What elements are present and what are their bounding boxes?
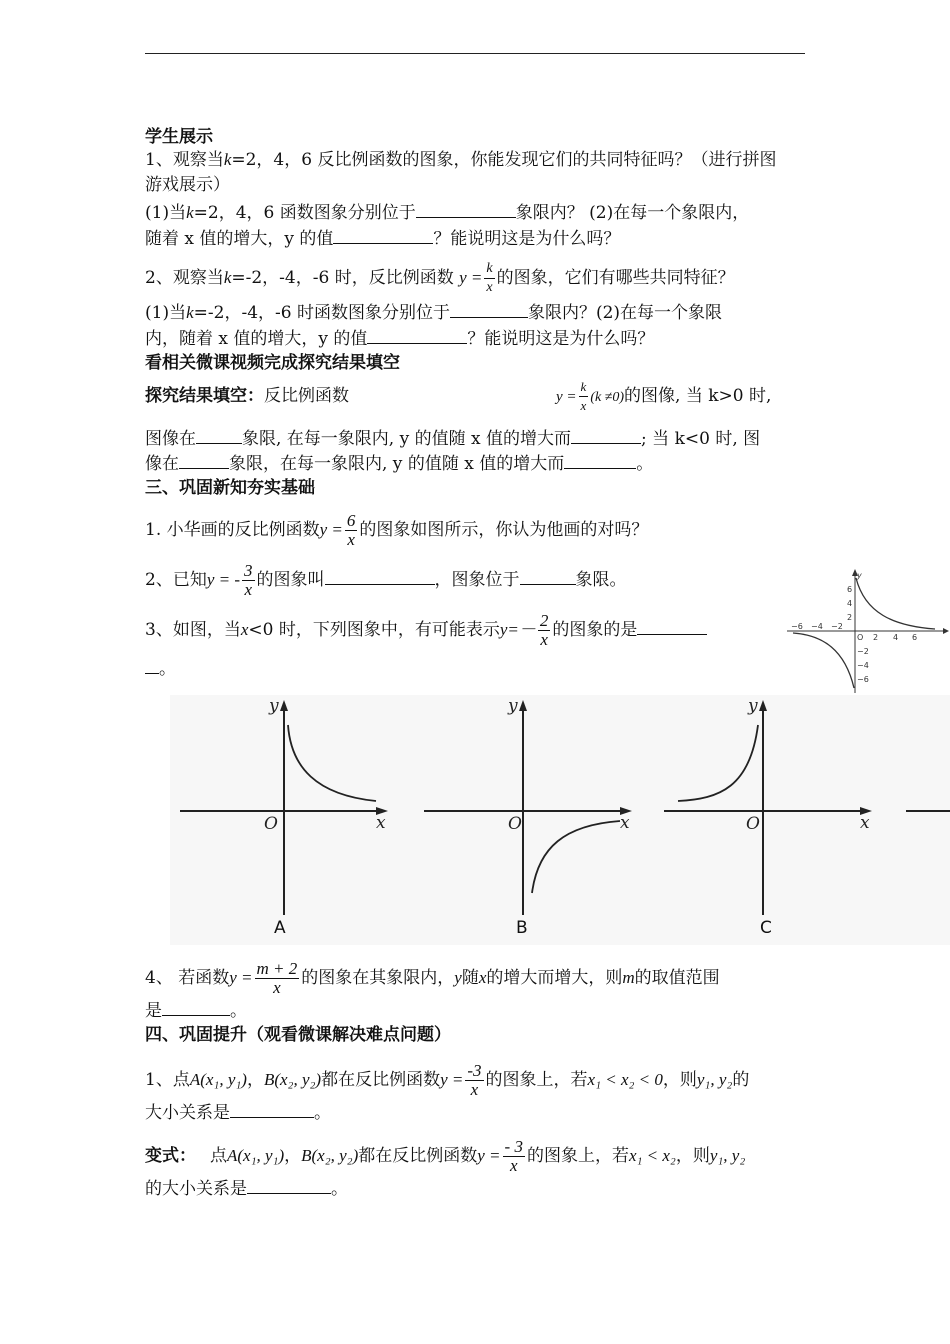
header-rule [145,53,805,54]
blank-field[interactable] [520,567,576,585]
curve [532,821,620,893]
x-axis-label: x [376,813,386,833]
c3-line2: 。 [145,656,176,680]
variant-line2: 的大小关系是 。 [145,1176,348,1200]
c1-line: 1. 小华画的反比例函数y = $\frac{6}{x}$ 的图象如图所示，你认为他画的对吗？ [145,511,649,549]
q1-line2: 游戏展示） [145,175,230,195]
explore-line3: 像在 象限，在每一象限内, y 的值随 x 值的增大而 。 [145,451,653,475]
blank-field[interactable] [162,998,230,1016]
q2-sub2: 内，随着 x 值的增大，y 的值 ？能说明这是为什么吗？ [145,326,654,350]
fraction: $\frac{3}{x}$ [244,561,253,599]
section-improve: 四、巩固提升（观看微课解决难点问题） [145,1025,451,1045]
fraction: $\frac{- 3}{x}$ [504,1137,523,1175]
fraction: $\frac{m + 2}{x}$ [256,959,298,997]
blank-field[interactable] [230,1100,314,1118]
tick-label: −6 [857,675,869,684]
q2-line1: 2、观察当k=-2，-4，-6 时，反比例函数 y = $\frac{k}{x}$ 的图象，它们有哪些共同特征？ [145,261,735,295]
c3-line: 3、如图，当x<0 时，下列图象中，有可能表示y=－ $\frac{2}{x}$ 的图象的是 [145,612,707,649]
fraction: $\frac{6}{x}$ [346,511,356,549]
blank-field[interactable] [450,300,528,318]
blank-field[interactable] [333,226,433,244]
graph-label-b: B [516,918,528,938]
tick-label: 6 [912,633,918,642]
variant-line1: 变式： 点A(x₁, y₁)，B(x₂, y₂)都在反比例函数y = $\frac{- 3}{x}$ 的图象上，若x₁ < x₂，则y₁, y₂ [145,1137,746,1175]
graph-option-c [660,697,890,922]
graph-option-d-partial [904,806,950,816]
tick-label: −4 [857,661,869,670]
graph-option-a [176,697,406,922]
y-axis-label: y [748,697,758,716]
origin-label: O [857,633,864,642]
curve-quadrant-1 [856,578,935,629]
tick-label: −6 [791,622,803,631]
blank-field[interactable] [367,326,467,344]
tick-label: −4 [811,622,823,631]
tick-label: 4 [893,633,899,642]
section-student-show: 学生展示 [145,127,213,147]
c4-line2: 是 。 [145,998,247,1022]
c2-line: 2、已知y = - $\frac{3}{x}$ 的图象叫 ，图象位于 象限。 [145,561,627,599]
origin-label: O [508,814,522,834]
section-watch-video: 看相关微课视频完成探究结果填空 [145,353,400,373]
explore-formula: y = $\frac{k}{x}$ (k ≠0)的图像, 当 k>0 时, [556,379,772,413]
explore-line2: 图像在 象限, 在每一象限内, y 的值随 x 值的增大而 ; 当 k<0 时, 图 [145,426,760,450]
tick-label: 2 [873,633,879,642]
tick-label: 2 [847,613,853,622]
p1-line2: 大小关系是 。 [145,1100,331,1124]
c4-line1: 4、 若函数y = $\frac{m + 2}{x}$ 的图象在其象限内，y随x的增大而增大，则m的取值范围 [145,959,720,997]
y-axis-label: y [269,697,279,716]
blank-field[interactable] [416,200,516,218]
q2-sub1: (1)当k=-2，-4，-6 时函数图象分别位于 象限内？(2)在每一个象限 [145,300,722,324]
q1-sub2: 随着 x 值的增大，y 的值 ？能说明这是为什么吗？ [145,226,620,250]
fraction: $\frac{-3}{x}$ [467,1061,482,1099]
p1-line1: 1、点A(x₁, y₁)，B(x₂, y₂)都在反比例函数y = $\frac{-3}{x}$ 的图象上，若x₁ < x₂ < 0，则y₁, y₂的 [145,1061,750,1099]
graph-label-a: A [274,918,286,938]
section-consolidate: 三、巩固新知夯实基础 [145,478,315,498]
tick-label: −2 [831,622,843,631]
blank-field[interactable] [145,656,159,674]
fraction: $\frac{k}{x}$ [486,261,493,295]
curve [288,725,376,801]
graph-option-b [420,697,650,922]
y-axis-label: y [857,571,862,580]
tick-label: 4 [847,599,853,608]
graph-label-c: C [760,918,772,938]
blank-field[interactable] [325,567,435,585]
explore-line1: 探究结果填空：反比例函数 [145,386,349,406]
blank-field[interactable] [564,451,636,469]
blank-field[interactable] [637,617,707,635]
curve-quadrant-3 [793,633,854,688]
curve [678,725,758,801]
tick-label: −2 [857,647,869,656]
blank-field[interactable] [247,1176,331,1194]
origin-label: O [746,814,760,834]
y-axis-label: y [508,697,518,716]
blank-field[interactable] [571,426,641,444]
small-hyperbola-graph [783,568,950,696]
tick-label: 6 [847,585,853,594]
fraction: $\frac{2}{x}$ [539,611,549,649]
origin-label: O [264,814,278,834]
blank-field[interactable] [179,451,229,469]
q1-line1: 1、观察当k=2，4，6 反比例函数的图象，你能发现它们的共同特征吗？（进行拼图 [145,150,777,170]
x-axis-label: x [860,813,870,833]
x-axis-label: x [620,813,630,833]
q1-sub1: (1)当k=2，4，6 函数图象分别位于 象限内？ (2)在每一个象限内， [145,200,749,224]
blank-field[interactable] [196,426,242,444]
fraction: $\frac{k}{x}$ [580,379,587,413]
